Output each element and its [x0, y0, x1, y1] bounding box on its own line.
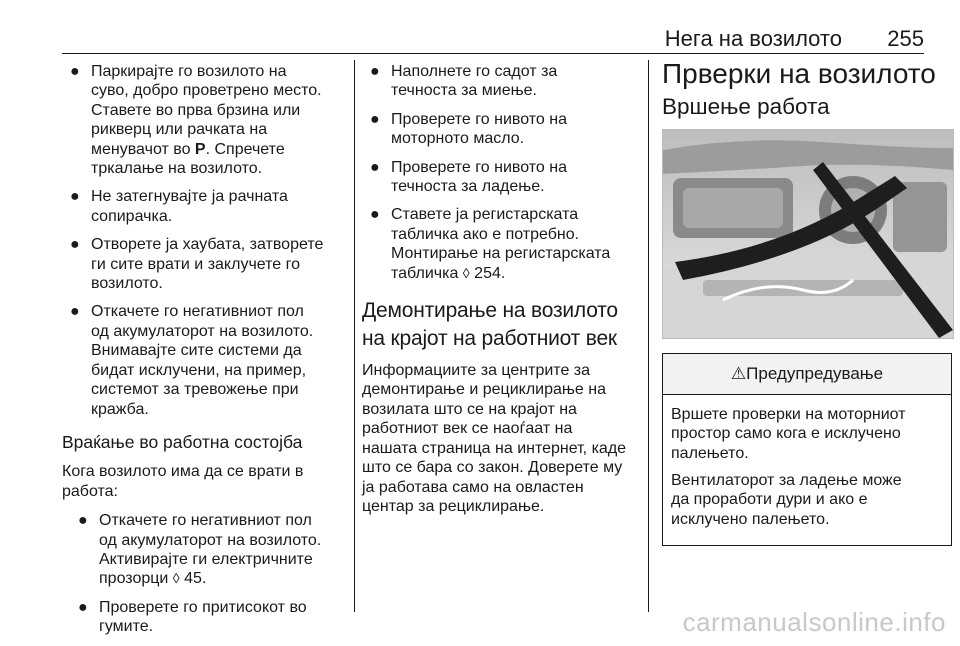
section-title: Нега на возилото: [664, 26, 842, 51]
engine-bay-illustration: [663, 130, 953, 338]
storage-bullets: [62, 62, 352, 419]
reference-arrow-icon: ◊: [462, 264, 470, 281]
column-divider-1: [354, 60, 355, 612]
bullet-icon: ●: [70, 188, 80, 206]
list-item: ● Не затегнувајте ја рачната сопирачка.: [70, 188, 288, 225]
list-item: ● Проверете го нивото на моторното масло.: [370, 110, 567, 148]
bullet-icon: ●: [70, 63, 80, 80]
restore-bullets: [62, 511, 352, 636]
list-item: ● Паркирајте го возилото на суво, добро проветрено место. Ставете во прва брзина или рикверц или рачката на менувачот во P. Спречете тркалање на возилото.: [70, 63, 322, 178]
bullet-icon: ●: [370, 63, 380, 80]
page-reference[interactable]: 45.: [184, 570, 207, 588]
chapter-subtitle: Вршење работа: [662, 94, 830, 120]
watermark: carmanualsonline.info: [682, 607, 946, 637]
column-2: [362, 62, 646, 526]
chapter-title: Прверки на возилото: [662, 58, 936, 89]
list-item: ● Откачете го негативниот пол од акумулаторот на возилото. Активирајте ги електричните прозорци ◊ 45.: [78, 512, 322, 588]
list-item: ● Проверете го нивото на течноста за ладење.: [370, 158, 567, 196]
list-item: ● Ставете ја регистарската табличка ако е потребно. Монтирање на регистарската табличка ◊ 254.: [370, 206, 611, 282]
section-heading: Враќање во работна состојба: [62, 431, 303, 452]
reference-arrow-icon: ◊: [172, 570, 180, 587]
page-header: [0, 0, 960, 54]
column-divider-2: [648, 60, 649, 612]
page-reference[interactable]: 254.: [474, 264, 506, 282]
header-rule: [62, 53, 924, 54]
paragraph: Информациите за центрите за демонтирање и рециклирање на возилата што се на крајот на работниот век се наоѓаат на нашата страница на интернет, каде што се бара со закон. Доверете му ја работава само на овластен центар за рециклирање.: [362, 362, 627, 515]
list-item: ● Проверете го притисокот во гумите.: [78, 598, 307, 636]
preparation-bullets: [362, 62, 646, 283]
warning-icon: ⚠: [730, 363, 747, 383]
list-item: ● Откачете го негативниот пол од акумулаторот на возилото. Внимавајте сите системи да бидат исклучени, на пример, системот за тревожење при кражба.: [70, 303, 314, 418]
paragraph: Вршете проверки на моторниот простор само кога е исклучено палењето.: [671, 405, 906, 462]
paragraph: Кога возилото има да се врати в работа:: [62, 463, 304, 500]
list-item: ● Наполнете го садот за течноста за миење.: [370, 63, 558, 100]
bullet-icon: ●: [78, 512, 88, 530]
bullet-icon: ●: [70, 236, 80, 254]
warning-title: Предупредување: [746, 363, 884, 383]
bullet-icon: ●: [70, 303, 80, 321]
section-heading: Демонтирање на возилото на крајот на работниот век: [362, 299, 618, 351]
warning-body: [663, 395, 951, 545]
bullet-icon: ●: [370, 206, 380, 224]
column-3: [662, 58, 954, 546]
column-1: [62, 62, 352, 646]
list-item: ● Отворете ја хаубата, затворете ги сите врати и заклучете го возилото.: [70, 236, 324, 293]
paragraph: Вентилаторот за ладење може да проработи дури и ако е исклучено палењето.: [671, 472, 902, 528]
warning-box: [662, 353, 952, 546]
page-number: 255: [887, 26, 924, 51]
engine-bay-photo: [662, 129, 954, 339]
warning-header: [663, 354, 951, 395]
bullet-icon: ●: [370, 158, 380, 176]
bullet-icon: ●: [78, 598, 88, 616]
bullet-icon: ●: [370, 110, 380, 128]
